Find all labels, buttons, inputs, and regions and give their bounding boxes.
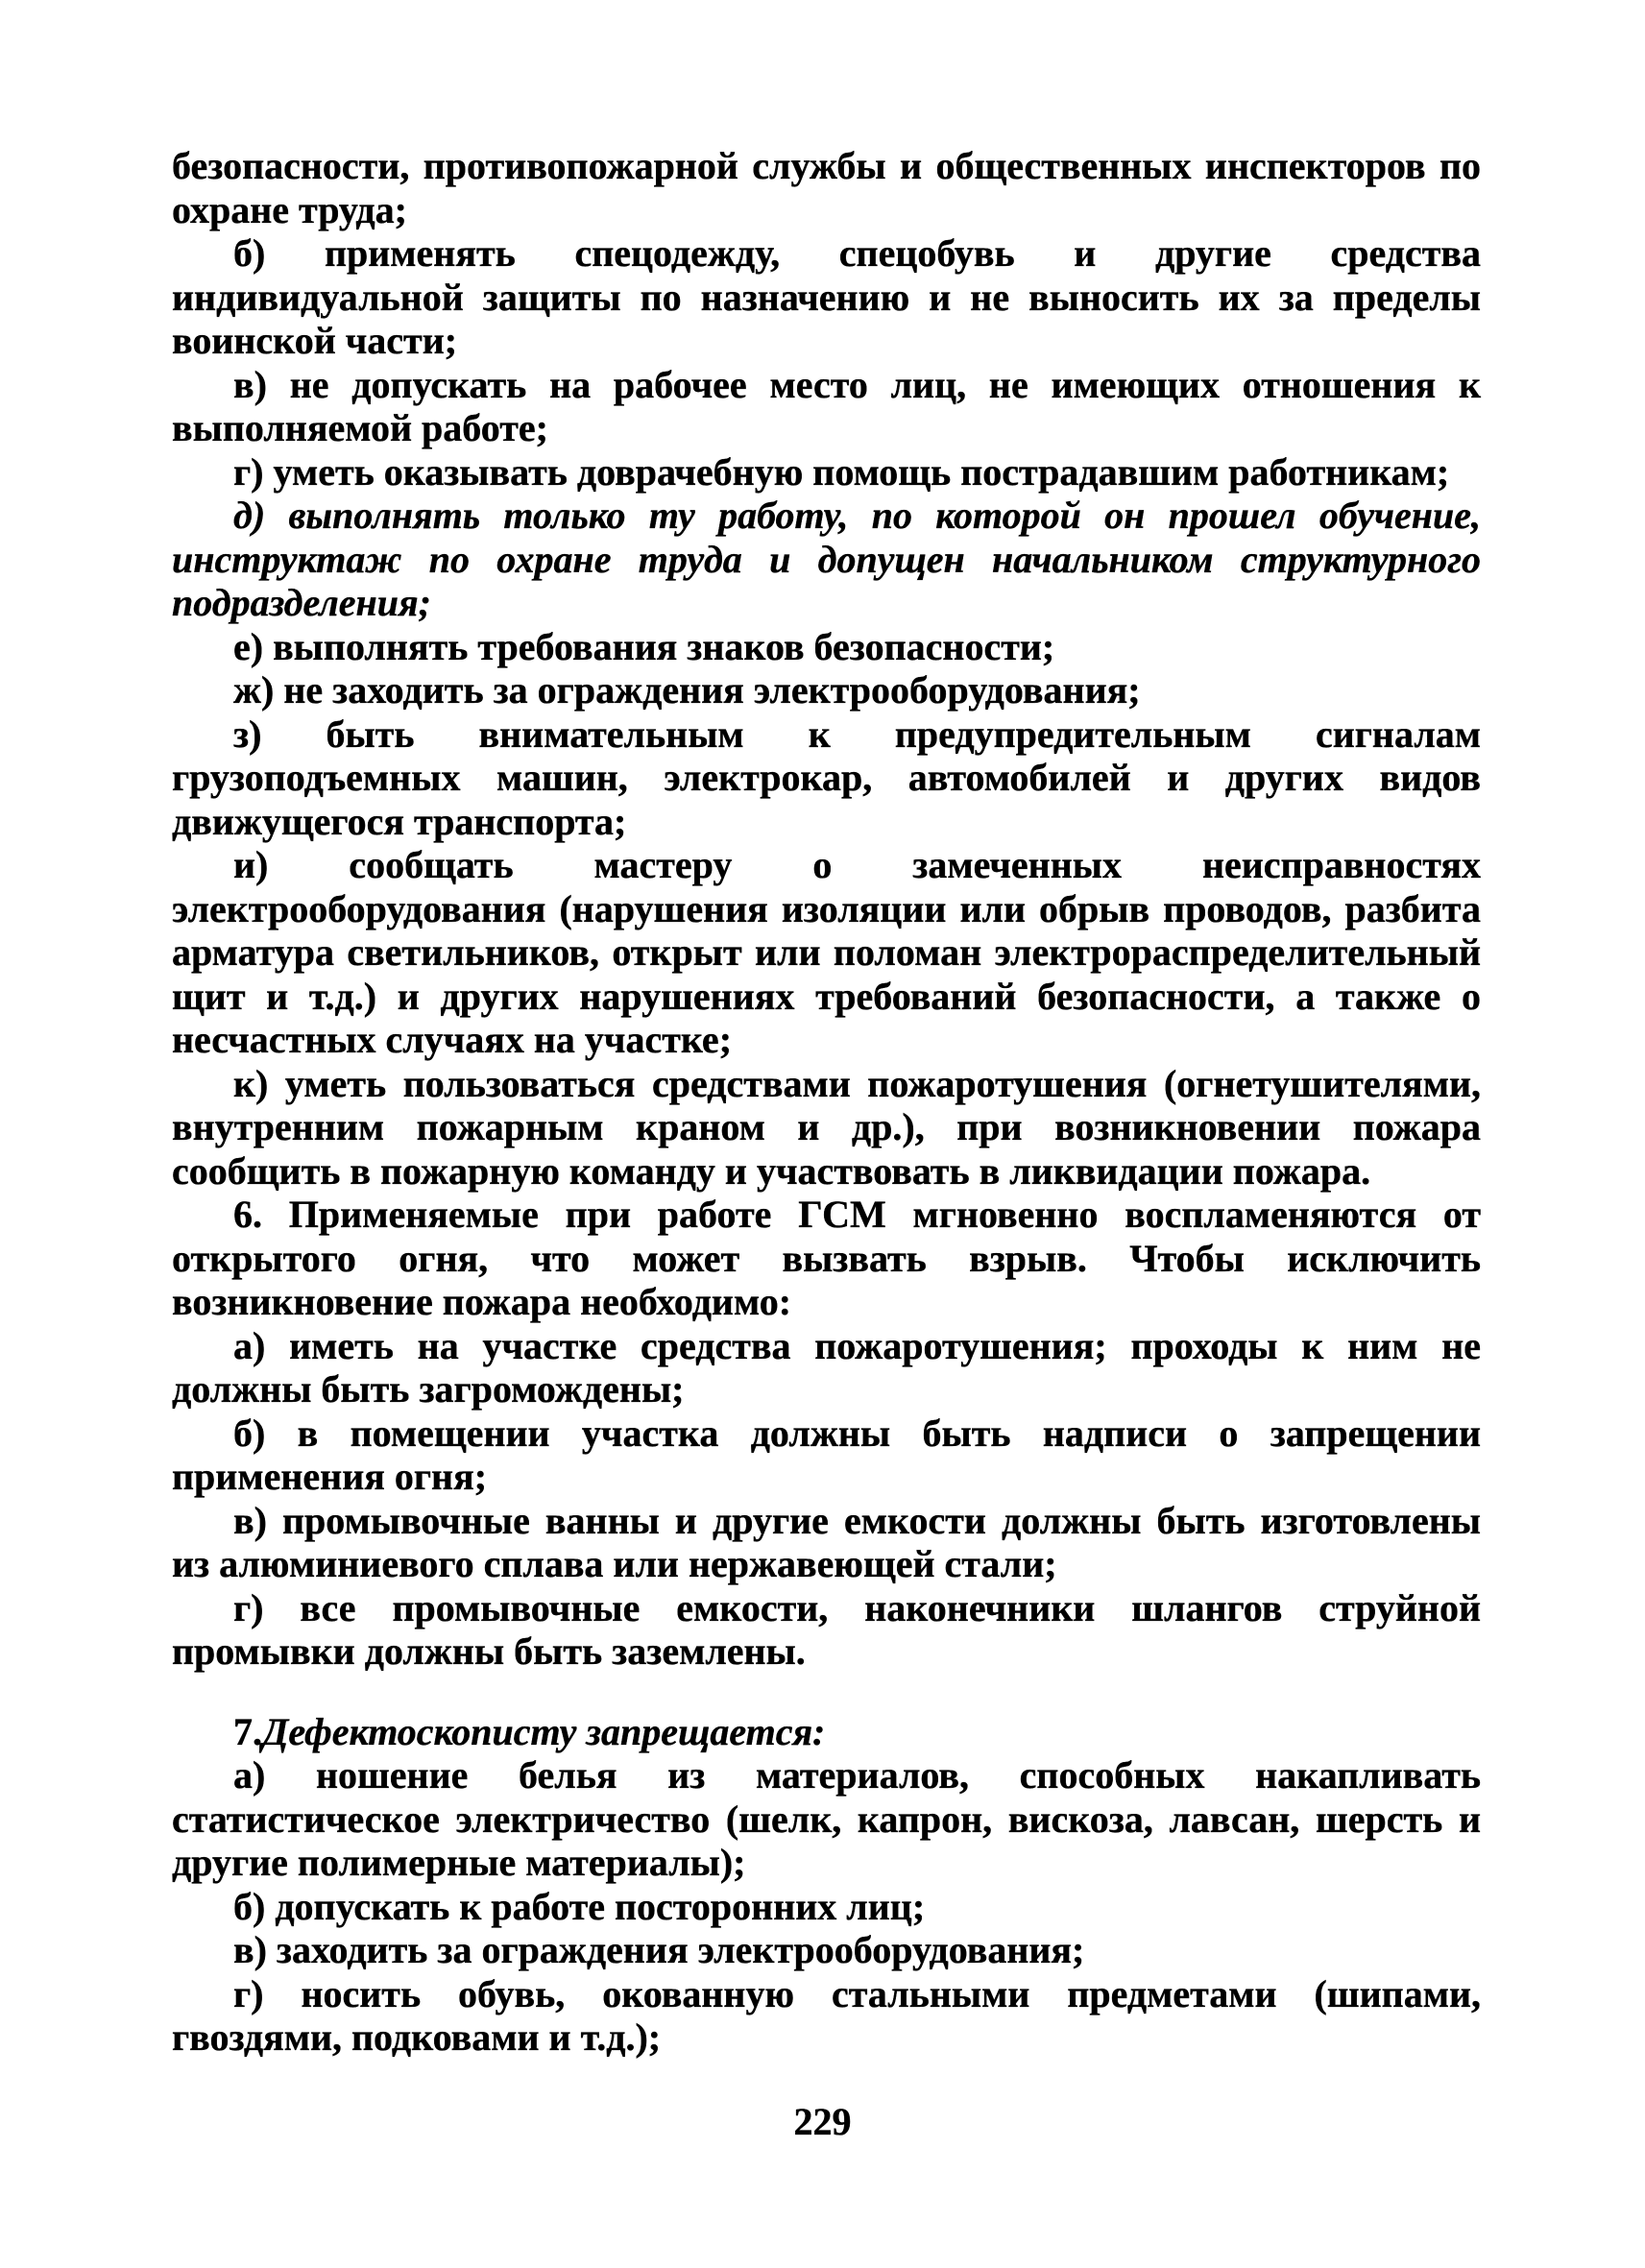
document-page (172, 144, 1481, 2060)
page-number: 229 (793, 2100, 852, 2143)
list-item-v: в) не допускать на рабочее место лиц, не имеющих отношения к выполняемой работе; (172, 362, 1481, 449)
item-6-text: Применяемые при работе ГСМ мгновенно воспламеняются от открытого огня, что может вызвать взрыв. Чтобы исключить возникновение пожара необходимо: (172, 1193, 1481, 1323)
list-item-zh: ж) не заходить за ограждения электрооборудования; (233, 668, 1141, 712)
item-7-list-item-g: г) носить обувь, окованную стальными предметами (шипами, гвоздями, подковами и т.д.); (172, 1971, 1481, 2059)
list-item-e: е) выполнять требования знаков безопасности; (233, 624, 1055, 668)
item-6-list-item-a: а) иметь на участке средства пожаротушения; проходы к ним не должны быть загромождены; (172, 1323, 1481, 1411)
item-6-number: 6. (233, 1193, 262, 1236)
item-6-list-item-b: б) в помещении участка должны быть надписи о запрещении применения огня; (172, 1411, 1481, 1498)
list-item-g: г) уметь оказывать доврачебную помощь пострадавшим работникам; (233, 449, 1450, 494)
item-7-number: 7. (233, 1709, 262, 1753)
item-7-heading (172, 1710, 1481, 1754)
item-6-paragraph (172, 1193, 1481, 1324)
list-item-i: и) сообщать мастеру о замеченных неисправностях электрооборудования (нарушения изоляции или обрыв проводов, разбита арматура светильников, открыт или поломан электрораспределительный щит и т.д.) и других нарушениях требований безопасности, а также о несчастных случаях на участке; (172, 843, 1481, 1061)
list-item-k: к) уметь пользоваться средствами пожаротушения (огнетушителями, внутренним пожарным краном и др.), при возникновении пожара сообщить в пожарную команду и участвовать в ликвидации пожара. (172, 1061, 1481, 1193)
item-7-heading-text: Дефектоскописту запрещается: (262, 1709, 826, 1753)
paragraph-continuation: безопасности, противопожарной службы и общественных инспекторов по охране труда; (172, 144, 1481, 231)
item-7-list-item-b: б) допускать к работе посторонних лиц; (233, 1884, 926, 1928)
item-7-list-item-v: в) заходить за ограждения электрооборудования; (233, 1928, 1085, 1971)
list-item-b: б) применять спецодежду, спецобувь и другие средства индивидуальной защиты по назначению и не выносить их за пределы воинской части; (172, 231, 1481, 362)
item-6-list-item-v: в) промывочные ванны и другие емкости должны быть изготовлены из алюминиевого сплава или нержавеющей стали; (172, 1498, 1481, 1585)
item-6-list-item-g: г) все промывочные емкости, наконечники шлангов струйной промывки должны быть заземлены. (172, 1585, 1481, 1673)
list-item-z: з) быть внимательным к предупредительным сигналам грузоподъемных машин, электрокар, автомобилей и других видов движущегося транспорта; (172, 712, 1481, 843)
list-item-d: д) выполнять только ту работу, по которой он прошел обучение, инструктаж по охране труда и допущен начальником структурного подразделения; (172, 494, 1481, 624)
item-7-list-item-a: а) ношение белья из материалов, способных накапливать статистическое электричество (шелк, капрон, вискоза, лавсан, шерсть и другие полимерные материалы); (172, 1753, 1481, 1884)
